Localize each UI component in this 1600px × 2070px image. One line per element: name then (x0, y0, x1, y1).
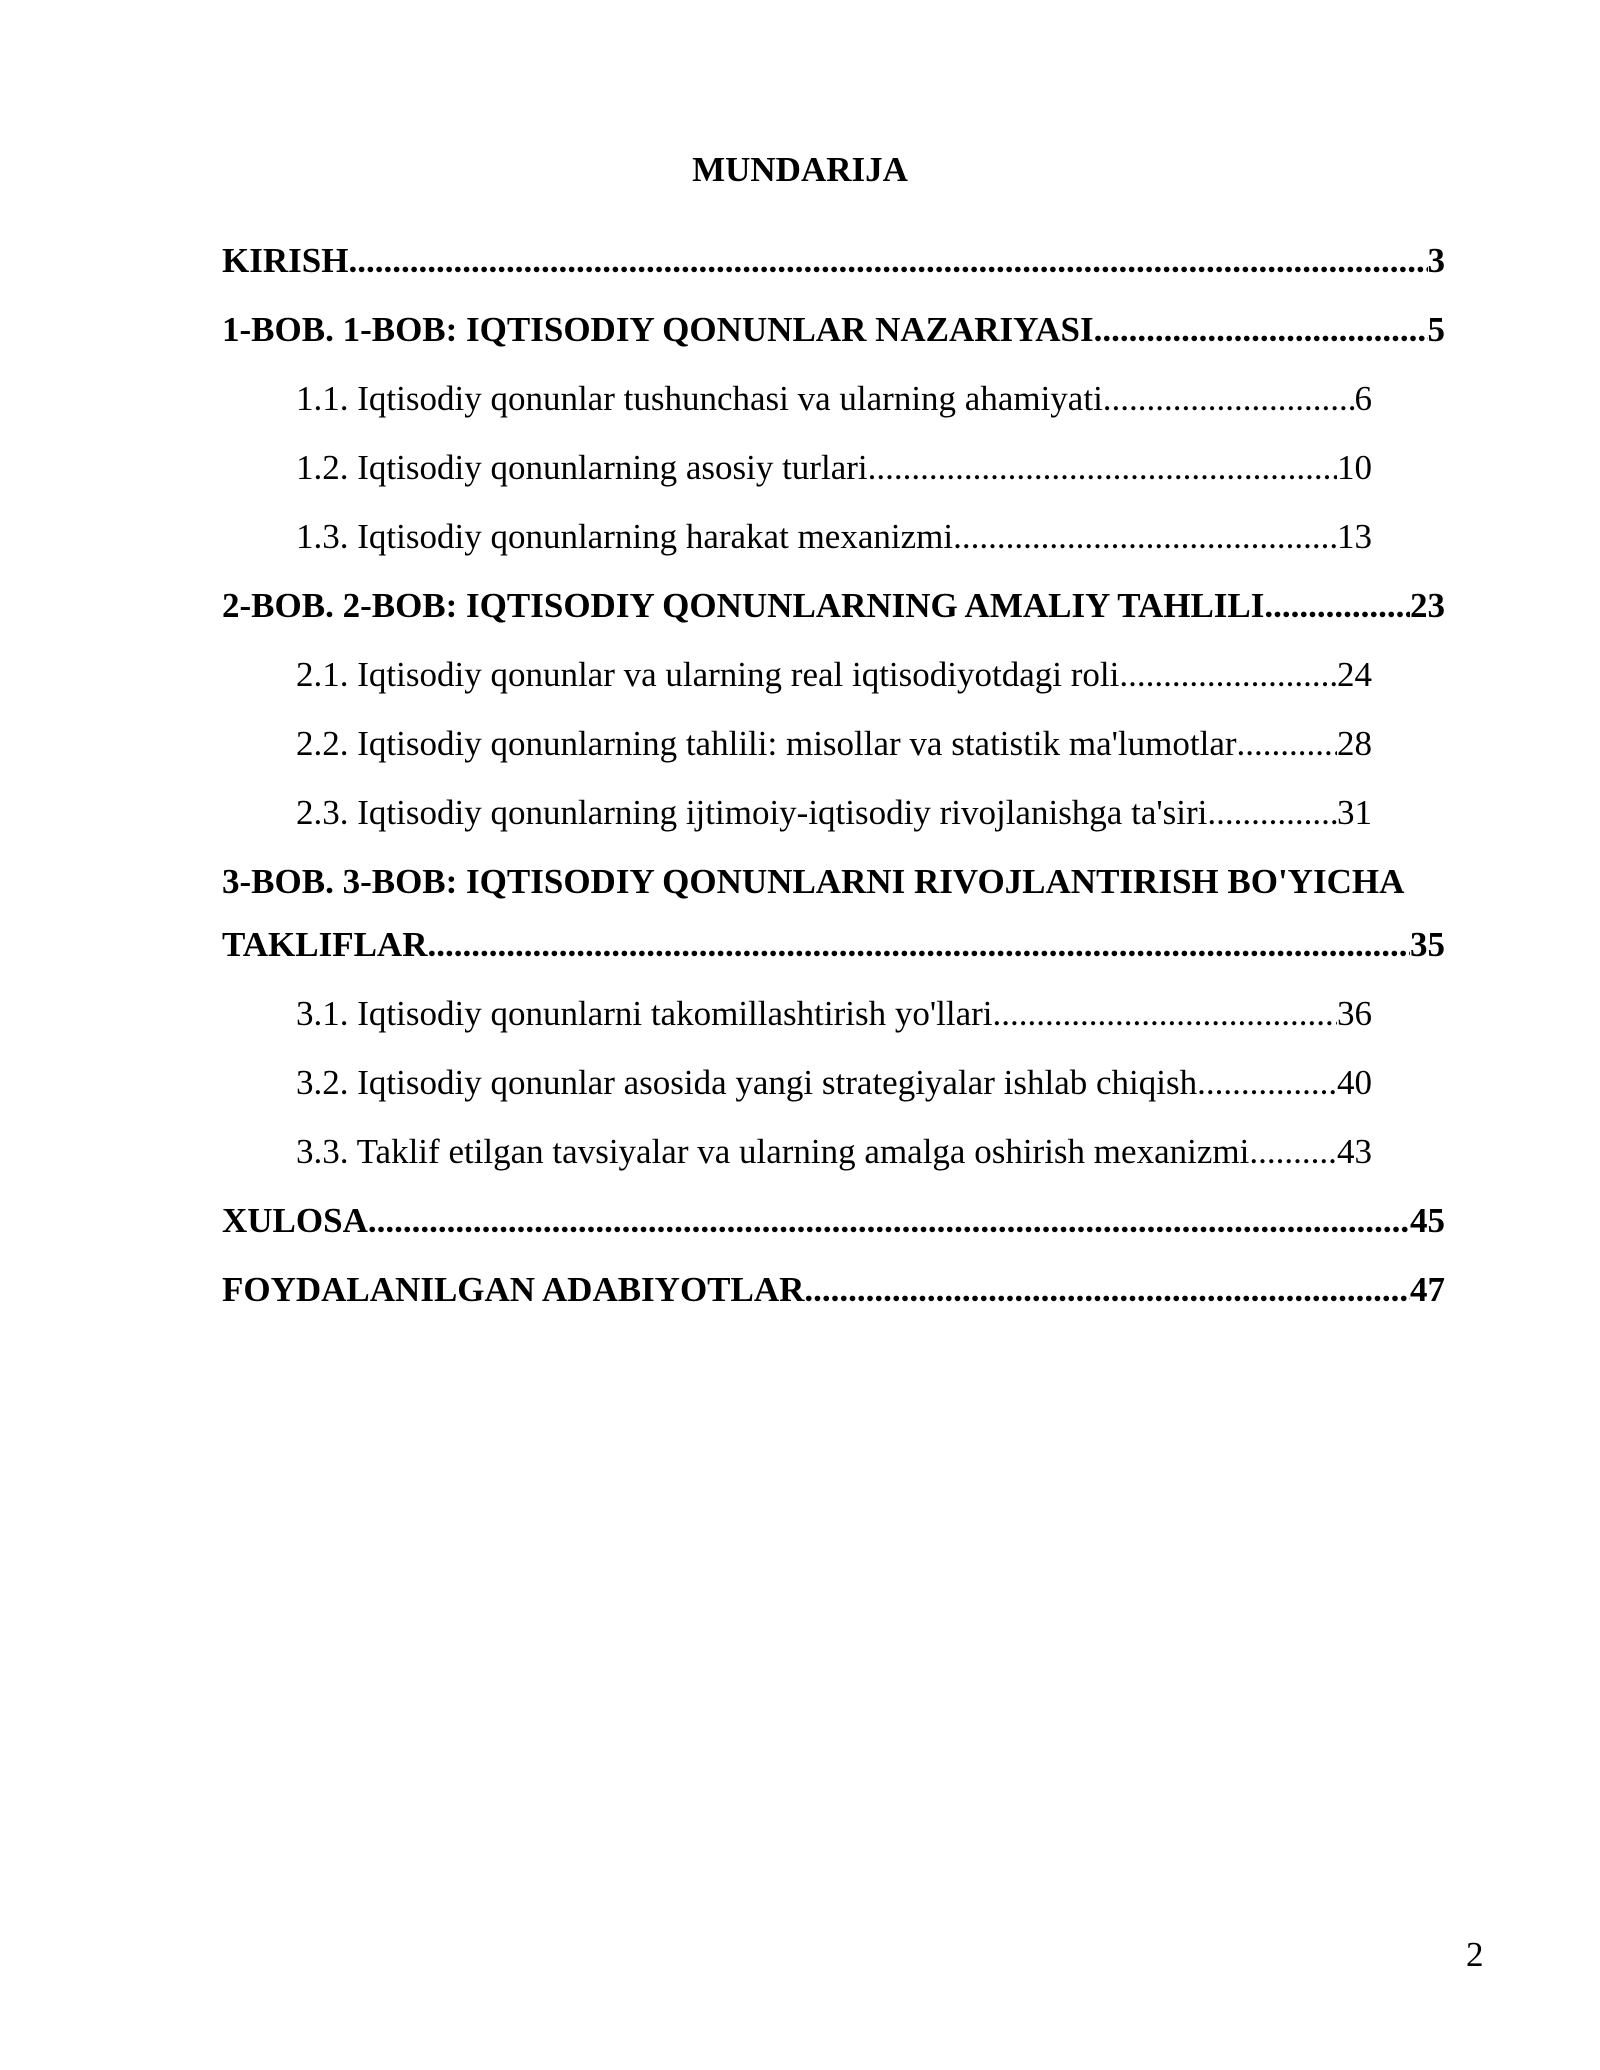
dot-leader (993, 989, 1337, 1039)
toc-entry-page: 23 (1410, 586, 1445, 625)
toc-entry-chapter-1[interactable] (222, 305, 1445, 355)
dot-leader (1237, 719, 1337, 769)
dot-leader (1119, 650, 1337, 700)
toc-entry-section-1-2[interactable] (296, 443, 1372, 493)
dot-leader (804, 1265, 1410, 1315)
toc-entry-label: 2.2. Iqtisodiy qonunlarning tahlili: misollar va statistik ma'lumotlar (296, 724, 1237, 763)
toc-entry-section-3-2[interactable] (296, 1058, 1372, 1108)
toc-entry-section-2-1[interactable] (296, 650, 1372, 700)
toc-entry-label: 1.3. Iqtisodiy qonunlarning harakat mexanizmi (296, 517, 954, 556)
toc-entry-label: 3-BOB. 3-BOB: IQTISODIY QONUNLARNI RIVOJLANTIRISH BO'YICHA (222, 862, 1405, 901)
toc-entry-section-1-1[interactable] (296, 374, 1372, 424)
toc-entry-label: 3.1. Iqtisodiy qonunlarni takomillashtirish yo'llari (296, 994, 993, 1033)
toc-title: MUNDARIJA (692, 150, 908, 189)
toc-entry-page: 10 (1337, 448, 1372, 487)
dot-leader (1103, 374, 1355, 424)
toc-entry-section-3-3[interactable] (296, 1127, 1372, 1177)
toc-entry-page: 36 (1337, 994, 1372, 1033)
dot-leader (348, 236, 1427, 286)
toc-entry-line-2 (222, 920, 1445, 970)
dot-leader (1264, 581, 1410, 631)
toc-entry-label: 2.3. Iqtisodiy qonunlarning ijtimoiy-iqtisodiy rivojlanishga ta'siri (296, 793, 1208, 832)
toc-entry-label: 2.1. Iqtisodiy qonunlar va ularning real iqtisodiyotdagi roli (296, 655, 1120, 694)
toc-entry-label: 3.3. Taklif etilgan tavsiyalar va ularning amalga oshirish mexanizmi (296, 1132, 1250, 1171)
toc-entry-page: 45 (1410, 1201, 1445, 1240)
toc-entry-chapter-3[interactable] (222, 857, 1445, 964)
toc-entry-section-1-3[interactable] (296, 512, 1372, 562)
toc-entry-page: 6 (1354, 379, 1372, 418)
toc-entry-conclusion[interactable] (222, 1196, 1445, 1246)
toc-entry-section-2-3[interactable] (296, 788, 1372, 838)
dot-leader (953, 512, 1337, 562)
toc-entry-label: FOYDALANILGAN ADABIYOTLAR (222, 1270, 805, 1309)
toc-entry-label: 3.2. Iqtisodiy qonunlar asosida yangi strategiyalar ishlab chiqish (296, 1063, 1198, 1102)
dot-leader (868, 443, 1337, 493)
toc-entry-references[interactable] (222, 1265, 1445, 1315)
toc-entry-label-continued: TAKLIFLAR (222, 925, 428, 964)
toc-entry-page: 31 (1337, 793, 1372, 832)
dot-leader (368, 1196, 1410, 1246)
dot-leader (1094, 305, 1428, 355)
toc-entry-page: 43 (1337, 1132, 1372, 1171)
toc-entry-page: 24 (1337, 655, 1372, 694)
toc-entry-label: 1-BOB. 1-BOB: IQTISODIY QONUNLAR NAZARIYASI (222, 310, 1094, 349)
toc-entry-label: XULOSA (222, 1201, 368, 1240)
toc-entry-page: 28 (1337, 724, 1372, 763)
dot-leader (1207, 788, 1337, 838)
toc-entry-label: KIRISH (222, 241, 349, 280)
toc-entry-label: 2-BOB. 2-BOB: IQTISODIY QONUNLARNING AMALIY TAHLILI (222, 586, 1265, 625)
toc-entry-section-2-2[interactable] (296, 719, 1372, 769)
toc-entry-label: 1.1. Iqtisodiy qonunlar tushunchasi va ularning ahamiyati (296, 379, 1103, 418)
dot-leader (1197, 1058, 1337, 1108)
dot-leader (1249, 1127, 1337, 1177)
toc-entry-chapter-2[interactable] (222, 581, 1445, 631)
toc-entry-page: 47 (1410, 1270, 1445, 1309)
toc-entry-page: 40 (1337, 1063, 1372, 1102)
toc-entry-page: 5 (1427, 310, 1445, 349)
toc-entry-page: 3 (1427, 241, 1445, 280)
toc-entry-page: 35 (1410, 925, 1445, 964)
toc-entry-page: 13 (1337, 517, 1372, 556)
toc-entry-label: 1.2. Iqtisodiy qonunlarning asosiy turlari (296, 448, 868, 487)
toc-entry-intro[interactable] (222, 236, 1445, 286)
dot-leader (428, 920, 1411, 970)
page-number: 2 (1466, 1935, 1484, 1974)
toc-entry-section-3-1[interactable] (296, 989, 1372, 1039)
